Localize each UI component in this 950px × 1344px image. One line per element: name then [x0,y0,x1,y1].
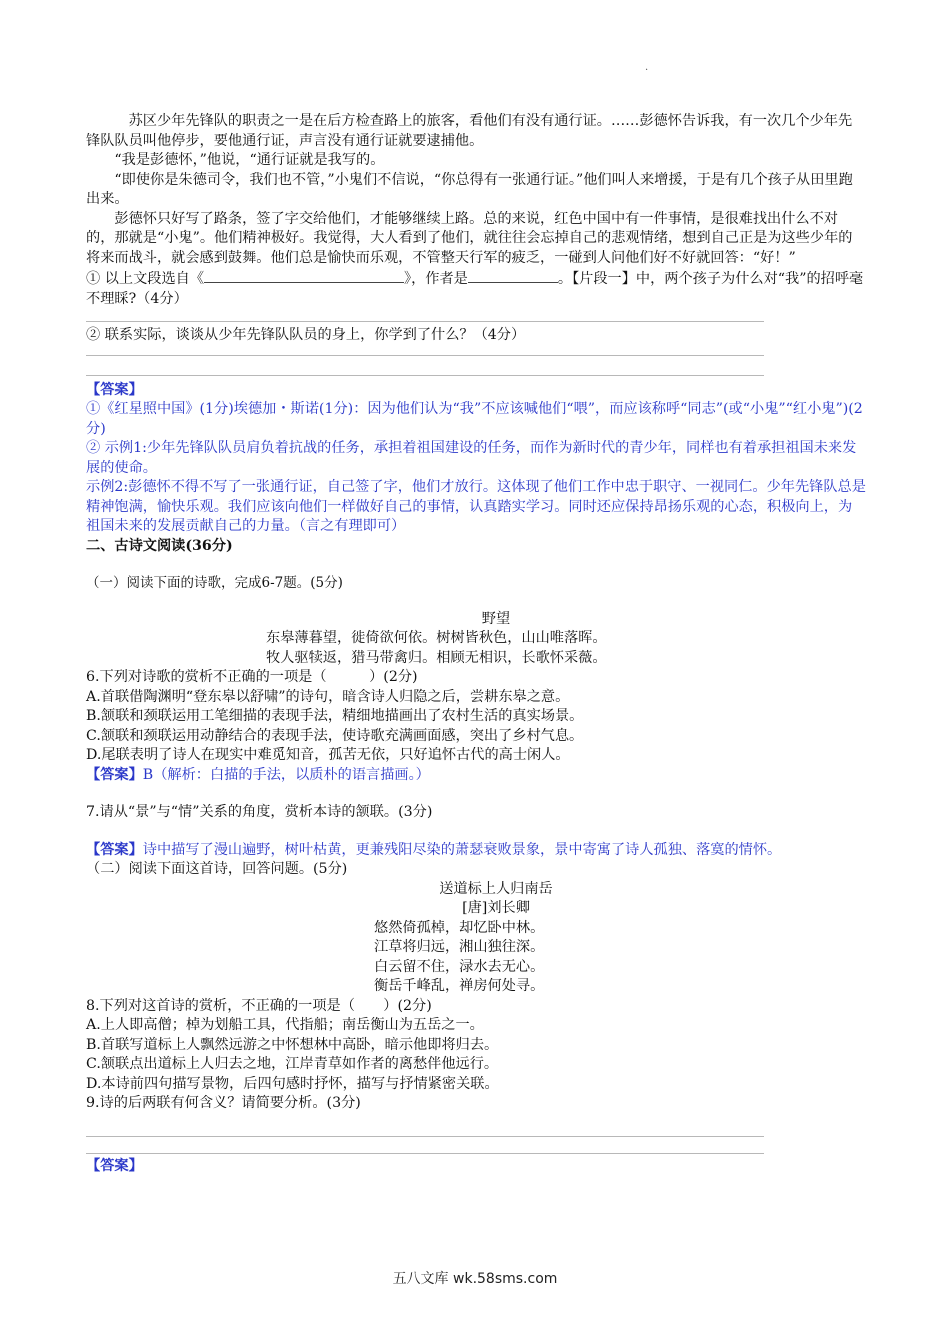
passage-paragraph: 苏区少年先锋队的职责之一是在后方检查路上的旅客，看他们有没有通行证。……彭德怀告诉我，有一次几个少年先锋队队员叫他停步，要他通行证，声言没有通行证就要逮捕他。 [86,113,853,149]
poem-line: 衡岳千峰乱，禅房何处寻。 [374,978,545,994]
section-title: 二、古诗文阅读(36分) [86,537,233,554]
poem-line: 江草将归远，湘山独往深。 [374,939,545,955]
answer-text: ② 示例1:少年先锋队队员肩负着抗战的任务，承担着祖国建设的任务，而作为新时代的青少年，同样也有着承担祖国未来发展的使命。 [86,440,857,476]
question-8-stem: 8.下列对这首诗的赏析，不正确的一项是（ ）(2分) [86,997,432,1014]
document-content [86,112,866,1176]
header-mark: . [645,62,649,73]
question-9-stem: 9.诗的后两联有何含义？请简要分析。(3分) [86,1095,361,1111]
subsection-intro: （一）阅读下面的诗歌，完成6-7题。(5分) [86,575,343,591]
option-d: D.尾联表明了诗人在现实中难觅知音，孤苦无依，只好追怀古代的高士闲人。 [86,747,570,763]
answer-blank-author[interactable] [468,268,558,283]
answer-label: 【答案】 [86,766,143,783]
answer-label: 【答案】 [86,381,143,398]
poem-title: 送道标上人归南岳 [439,880,553,897]
question-1-part3: 。【片段一】中，两个孩子为什么对“我”的招呼毫不理睬?（4分） [86,271,864,307]
option-d: D.本诗前四句描写景物，后四句感时抒怀，描写与抒情紧密关联。 [86,1075,499,1092]
passage-paragraph: “我是彭德怀，”他说，“通行证就是我写的。 [114,152,385,168]
answer-line[interactable] [86,1153,764,1154]
question-1 [86,268,866,309]
answer-blank-book[interactable] [204,268,404,283]
option-a: A.上人即高僧；棹为划船工具，代指船；南岳衡山为五岳之一。 [86,1017,484,1033]
poem-title: 野望 [481,610,511,627]
question-6-answer [86,766,866,786]
subsection-intro: （二）阅读下面这首诗，回答问题。(5分) [86,861,348,877]
option-c: C.颔联点出道标上人归去之地，江岸青草如作者的离愁伴他远行。 [86,1056,499,1072]
footer-watermark: 五八文库 wk.58sms.com [392,1271,558,1287]
poem-author: [唐]刘长卿 [462,900,530,916]
answer-line[interactable] [86,321,764,322]
option-b: B.首联写道标上人飘然远游之中怀想林中高卧，暗示他即将归去。 [86,1036,499,1053]
answer-text: B（解析：白描的手法，以质朴的语言描画。） [142,766,430,783]
answer-label: 【答案】 [86,841,143,858]
answer-text: ①《红星照中国》(1分)埃德加・斯诺(1分)：因为他们认为“我”不应该喊他们“喂”，而应该称呼“同志”(或“小鬼”“红小鬼”)(2分) [86,401,863,437]
answer-line[interactable] [86,375,764,376]
question-2: ② 联系实际，谈谈从少年先锋队队员的身上，你学到了什么？（4分） [86,327,526,343]
question-6-stem: 6.下列对诗歌的赏析不正确的一项是（ ）(2分) [86,669,418,685]
option-c: C.颔联和颈联运用动静结合的表现手法，使诗歌充满画面感，突出了乡村气息。 [86,727,584,744]
question-1-part1: ① 以上文段选自《 [86,271,205,287]
question-1-part2: 》，作者是 [404,271,468,287]
poem-line: 牧人驱犊返，猎马带禽归。相顾无相识，长歌怀采薇。 [266,649,607,666]
poem-line: 东皋薄暮望，徙倚欲何依。树树皆秋色，山山唯落晖。 [266,630,607,646]
answer-text: 诗中描写了漫山遍野，树叶枯黄，更兼残阳尽染的萧瑟衰败景象，景中寄寓了诗人孤独、落寞的情怀。 [142,841,782,858]
passage-paragraph: “即使你是朱德司令，我们也不管，”小鬼们不信说，“你总得有一张通行证。”他们叫人来增援，于是有几个孩子从田里跑出来。 [86,171,853,207]
answer-label: 【答案】 [86,1157,143,1174]
poem-line: 悠然倚孤棹，却忆卧中林。 [374,919,545,936]
option-a: A.首联借陶渊明“登东皋以舒啸”的诗句，暗含诗人归隐之后，尝耕东皋之意。 [86,688,570,705]
answer-text: 示例2:彭德怀不得不写了一张通行证，自己签了字，他们才放行。这体现了他们工作中忠于职守、一视同仁。少年先锋队总是精神饱满，愉快乐观。我们应该向他们一样做好自己的事情，认真踏实学习。同时还应保持昂扬乐观的心态，积极向上，为祖国未来的发展贡献自己的力量。（言之有理即可） [86,479,866,534]
question-7-stem: 7.请从“景”与“情”关系的角度，赏析本诗的颔联。(3分) [86,804,433,820]
question-7-answer [86,841,866,861]
option-b: B.颔联和颈联运用工笔细描的表现手法，精细地描画出了农村生活的真实场景。 [86,708,584,724]
passage-paragraph: 彭德怀只好写了路条，签了字交给他们，才能够继续上路。总的来说，红色中国中有一件事情，是很难找出什么不对的，那就是“小鬼”。他们精神极好。我觉得，大人看到了他们，就往往会忘掉自己的悲观情绪，想到自己正是为这些少年的将来而战斗，就会感到鼓舞。他们总是愉快而乐观，不管整天行军的疲乏，一碰到人问他们好不好就回答：“好！” [86,210,853,266]
poem-line: 白云留不住，渌水去无心。 [374,958,545,975]
